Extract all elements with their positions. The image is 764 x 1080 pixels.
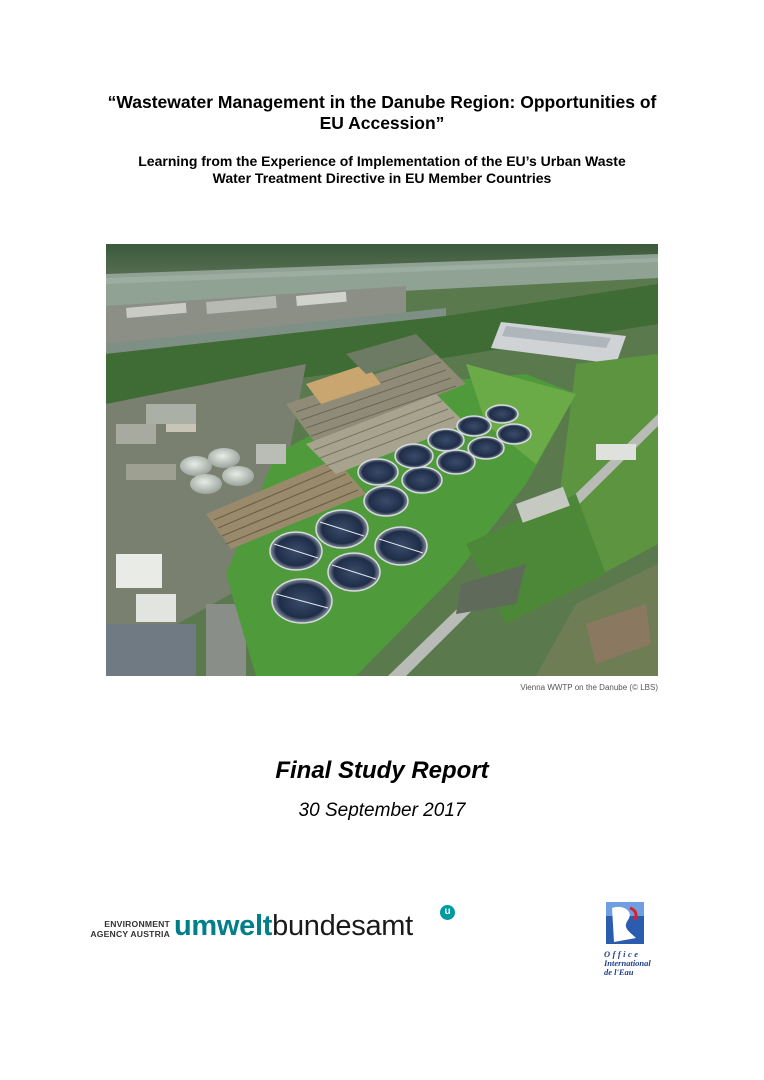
- uba-tagline-line-1: ENVIRONMENT: [104, 919, 170, 929]
- subtitle-line-1: Learning from the Experience of Implementation of the EU’s Urban Waste: [138, 153, 626, 169]
- aerial-photo: [106, 244, 658, 676]
- oieau-logo: [604, 902, 664, 982]
- document-subtitle: [60, 153, 704, 187]
- oieau-text: [604, 950, 651, 977]
- report-title: Final Study Report: [275, 757, 489, 784]
- uba-wordmark: [174, 909, 413, 943]
- report-date: 30 September 2017: [298, 800, 466, 821]
- oieau-line-1: Office: [604, 949, 641, 959]
- oieau-emblem-icon: [606, 902, 646, 946]
- umweltbundesamt-logo: [90, 905, 460, 951]
- oieau-line-3: de l'Eau: [604, 967, 634, 977]
- title-line-2: EU Accession”: [319, 113, 445, 133]
- document-title: [60, 92, 704, 134]
- uba-tagline: [90, 919, 170, 939]
- oieau-line-2: International: [604, 958, 651, 968]
- subtitle-line-2: Water Treatment Directive in EU Member Countries: [212, 170, 552, 186]
- uba-tagline-line-2: AGENCY AUSTRIA: [90, 929, 170, 939]
- title-line-1: “Wastewater Management in the Danube Region: Opportunities of: [107, 92, 657, 112]
- uba-wordmark-part-2: bundesamt: [272, 910, 413, 942]
- uba-badge-icon: u: [440, 905, 455, 920]
- uba-wordmark-part-1: umwelt: [174, 910, 273, 942]
- photo-caption: Vienna WWTP on the Danube (© LBS): [520, 683, 658, 692]
